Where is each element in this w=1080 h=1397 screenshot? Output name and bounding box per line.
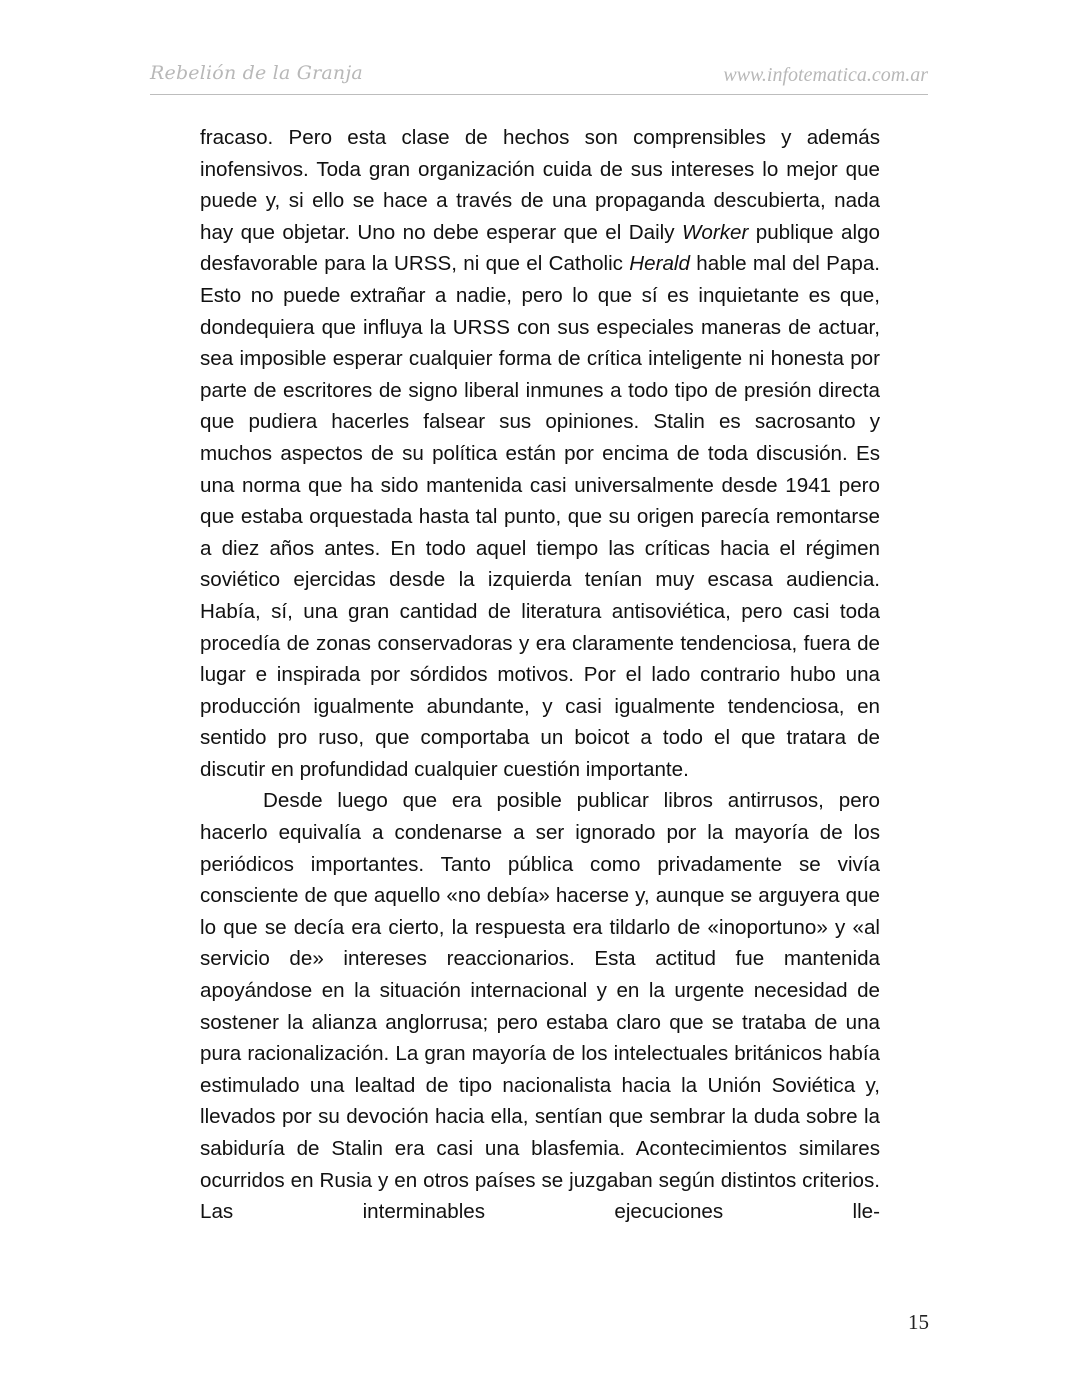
page-number: 15 (908, 1310, 929, 1334)
paragraph-1-part-1: fracaso. Pero esta clase de hechos son comprensibles y además inofensivos. Toda gran organización cuida de sus intereses lo mejor que puede y, si ello se hace a través de una propaganda descubierta, nada hay que objetar. Uno no debe esperar que el Daily (200, 126, 880, 244)
body-text (200, 122, 880, 1228)
page-header (150, 58, 928, 95)
website-url: www.infotematica.com.ar (723, 64, 928, 86)
italic-worker: Worker (681, 220, 749, 244)
paragraph-1-part-2: publique algo desfavorable para la URSS, ni que el Catholic (200, 220, 880, 276)
paragraph-1-part-3: hable mal del Papa. Esto no puede extrañar a nadie, pero lo que sí es inquietante es que, dondequiera que influya la URSS con sus especiales maneras de actuar, sea imposible esperar cualquier forma de crítica inteligente ni honesta por parte de escritores de signo liberal inmunes a todo tipo de presión directa que pudiera hacerles falsear sus opiniones. Stalin es sacrosanto y muchos aspectos de su política están por encima de toda discusión. Es una norma que ha sido mantenida casi universalmente desde 1941 pero que estaba orquestada hasta tal punto, que su origen parecía remontarse a diez años antes. En todo aquel tiempo las críticas hacia el régimen soviético ejercidas desde la izquierda tenían muy escasa audiencia. Había, sí, una gran cantidad de literatura antisoviética, pero casi toda procedía de zonas conservadoras y era claramente tendenciosa, fuera de lugar e inspirada por sórdidos motivos. Por el lado contrario hubo una producción igualmente abundante, y casi igualmente tendenciosa, en sentido pro ruso, que comportaba un boicot a todo el que tratara de discutir en profundidad cualquier cuestión importante. (200, 252, 880, 781)
italic-herald: Herald (629, 252, 690, 276)
paragraph-1 (200, 122, 880, 785)
book-title: Rebelión de la Granja (150, 62, 363, 84)
paragraph-2: Desde luego que era posible publicar libros antirrusos, pero hacerlo equivalía a condenarse a ser ignorado por la mayoría de los periódicos importantes. Tanto pública como privadamente se vivía consciente de que aquello «no debía» hacerse y, aunque se arguyera que lo que se decía era cierto, la respuesta era tildarlo de «inoportuno» y «al servicio de» intereses reaccionarios. Esta actitud fue mantenida apoyándose en la situación internacional y en la urgente necesidad de sostener la alianza anglorrusa; pero estaba claro que se trataba de una pura racionalización. La gran mayoría de los intelectuales británicos había estimulado una lealtad de tipo nacionalista hacia la Unión Soviética y, llevados por su devoción hacia ella, sentían que sembrar la duda sobre la sabiduría de Stalin era casi una blasfemia. Acontecimientos similares ocurridos en Rusia y en otros países se juzgaban según distintos criterios. Las interminables ejecuciones lle- (200, 789, 880, 1224)
